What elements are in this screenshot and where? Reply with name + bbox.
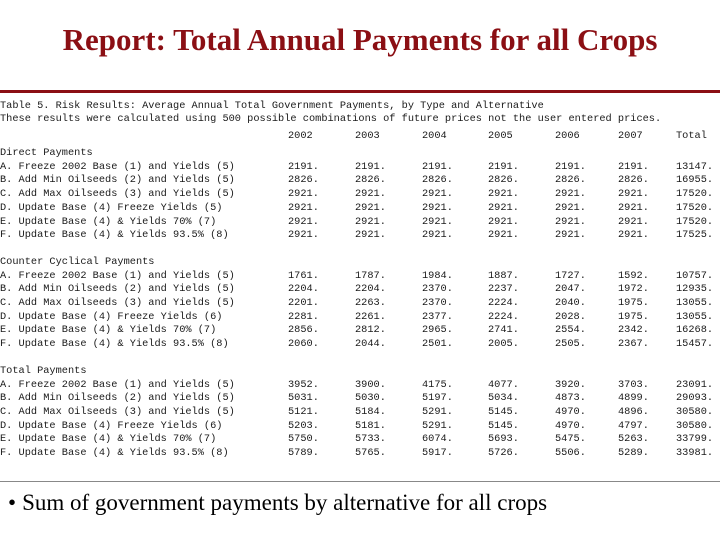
table-cell: 1975. (618, 297, 649, 309)
table-cell: 2377. (422, 310, 453, 323)
table-cell: 4077. (488, 378, 519, 391)
bullet-point (8, 490, 547, 516)
table-cell: 2224. (488, 297, 519, 309)
table-cell: 2921. (288, 201, 319, 214)
table-cell: 2921. (555, 188, 586, 201)
table-cell: 2826. (555, 174, 586, 187)
table-row (0, 283, 720, 296)
table-cell: 2281. (288, 310, 319, 323)
table-row (0, 447, 720, 460)
table-cell: 10757. (676, 269, 714, 282)
row-label: B. Add Min Oilseeds (2) and Yields (5) (0, 174, 235, 187)
table-cell: 2201. (288, 297, 319, 309)
table-cell: 5726. (488, 447, 519, 459)
row-label: B. Add Min Oilseeds (2) and Yields (5) (0, 283, 235, 296)
table-cell: 2060. (288, 338, 319, 351)
table-cell: 5291. (422, 419, 453, 432)
table-row (0, 379, 720, 392)
table-cell: 2263. (355, 297, 386, 309)
table-cell: 2191. (288, 160, 319, 173)
table-cell: 13055. (676, 310, 714, 323)
section-title: Counter Cyclical Payments (0, 255, 155, 268)
table-cell: 2505. (555, 338, 586, 351)
table-cell: 2224. (488, 310, 519, 323)
table-row (0, 392, 720, 405)
row-label: E. Update Base (4) & Yields 70% (7) (0, 433, 217, 446)
table-cell: 5034. (488, 392, 519, 405)
row-label: D. Update Base (4) Freeze Yields (6) (0, 419, 223, 432)
table-cell: 2191. (618, 160, 649, 173)
table-cell: 17520. (676, 215, 714, 228)
table-cell: 4896. (618, 405, 649, 418)
row-label: C. Add Max Oilseeds (3) and Yields (5) (0, 188, 235, 201)
table-cell: 17520. (676, 188, 714, 201)
column-header: 2003 (355, 130, 380, 142)
table-cell: 5197. (422, 392, 453, 405)
table-cell: 3952. (288, 378, 319, 391)
table-cell: 2921. (288, 229, 319, 242)
table-cell: 3703. (618, 378, 649, 391)
table-row (0, 174, 720, 187)
table-cell: 16268. (676, 324, 714, 337)
table-cell: 2921. (488, 229, 519, 242)
column-header: 2005 (488, 130, 513, 142)
section-title: Direct Payments (0, 147, 93, 159)
table-cell: 2921. (288, 215, 319, 228)
table-cell: 2191. (488, 160, 519, 173)
table-cell: 1975. (618, 310, 649, 323)
table-cell: 2237. (488, 283, 519, 296)
table-cell: 5263. (618, 433, 649, 446)
table-cell: 5693. (488, 433, 519, 446)
table-cell: 2191. (355, 160, 386, 173)
row-label: F. Update Base (4) & Yields 93.5% (8) (0, 338, 229, 351)
table-cell: 5917. (422, 447, 453, 459)
column-header: Total (676, 130, 707, 142)
table-cell: 12935. (676, 283, 714, 296)
table-cell: 2367. (618, 338, 649, 351)
table-cell: 2921. (555, 215, 586, 228)
table-cell: 2921. (488, 215, 519, 228)
table-cell: 5031. (288, 392, 319, 405)
table-cell: 2921. (618, 188, 649, 201)
table-row (0, 311, 720, 324)
table-cell: 13055. (676, 297, 714, 309)
table-cell: 2204. (288, 283, 319, 296)
table-cell: 2370. (422, 297, 453, 309)
table-cell: 2204. (355, 283, 386, 296)
table-cell: 2921. (422, 215, 453, 228)
table-cell: 5506. (555, 447, 586, 459)
row-label: C. Add Max Oilseeds (3) and Yields (5) (0, 297, 235, 309)
table-cell: 2921. (422, 201, 453, 214)
row-label: F. Update Base (4) & Yields 93.5% (8) (0, 229, 229, 242)
table-row (0, 229, 720, 242)
column-header: 2004 (422, 130, 447, 142)
table-row (0, 420, 720, 433)
table-row (0, 297, 720, 310)
table-cell: 5750. (288, 433, 319, 446)
table-cell: 2826. (288, 174, 319, 187)
table-cell: 2044. (355, 338, 386, 351)
table-cell: 5475. (555, 433, 586, 446)
table-cell: 2921. (488, 188, 519, 201)
table-cell: 5733. (355, 433, 386, 446)
row-label: A. Freeze 2002 Base (1) and Yields (5) (0, 269, 235, 282)
table-cell: 3920. (555, 378, 586, 391)
table-cell: 5145. (488, 405, 519, 418)
table-cell: 1727. (555, 269, 586, 282)
table-cell: 2921. (618, 229, 649, 242)
table-cell: 2826. (618, 174, 649, 187)
table-cell: 5145. (488, 419, 519, 432)
bottom-divider (0, 481, 720, 482)
table-cell: 17525. (676, 229, 714, 242)
table-cell: 2921. (422, 188, 453, 201)
table-cell: 5765. (355, 447, 386, 459)
table-cell: 2921. (618, 215, 649, 228)
table-cell: 4175. (422, 378, 453, 391)
table-cell: 30580. (676, 405, 714, 418)
table-cell: 2826. (488, 174, 519, 187)
table-caption-line-2: These results were calculated using 500 possible combinations of future prices not the user entered prices. (0, 113, 662, 125)
table-cell: 33799. (676, 433, 714, 446)
table-cell: 5289. (618, 447, 649, 459)
results-table (0, 100, 720, 476)
table-cell: 2342. (618, 324, 649, 337)
table-row (0, 202, 720, 215)
section-title: Total Payments (0, 364, 87, 377)
table-cell: 2921. (355, 201, 386, 214)
column-header: 2002 (288, 130, 313, 142)
table-cell: 2921. (488, 201, 519, 214)
row-label: E. Update Base (4) & Yields 70% (7) (0, 324, 217, 337)
table-cell: 2921. (355, 229, 386, 242)
table-cell: 30580. (676, 419, 714, 432)
table-cell: 1761. (288, 269, 319, 282)
table-cell: 4970. (555, 405, 586, 418)
table-cell: 1787. (355, 269, 386, 282)
row-label: D. Update Base (4) Freeze Yields (6) (0, 310, 223, 323)
table-cell: 2921. (355, 215, 386, 228)
table-cell: 5203. (288, 419, 319, 432)
row-label: E. Update Base (4) & Yields 70% (7) (0, 215, 217, 228)
table-cell: 2921. (355, 188, 386, 201)
title-divider (0, 90, 720, 93)
table-row (0, 406, 720, 419)
table-row (0, 324, 720, 337)
table-cell: 2028. (555, 310, 586, 323)
table-cell: 2965. (422, 324, 453, 337)
column-header: 2007 (618, 130, 643, 142)
table-row (0, 188, 720, 201)
table-row (0, 338, 720, 351)
table-cell: 2826. (422, 174, 453, 187)
table-cell: 1972. (618, 283, 649, 296)
slide-title: Report: Total Annual Payments for all Crops (62, 22, 658, 57)
table-row (0, 433, 720, 446)
table-cell: 2921. (555, 201, 586, 214)
table-cell: 2261. (355, 310, 386, 323)
table-cell: 13147. (676, 160, 714, 173)
table-cell: 4970. (555, 419, 586, 432)
table-cell: 2921. (618, 201, 649, 214)
table-cell: 2047. (555, 283, 586, 296)
table-cell: 2921. (422, 229, 453, 242)
table-cell: 2370. (422, 283, 453, 296)
table-cell: 4873. (555, 392, 586, 405)
table-cell: 5181. (355, 419, 386, 432)
table-cell: 2191. (555, 160, 586, 173)
table-cell: 4899. (618, 392, 649, 405)
table-cell: 33981. (676, 447, 714, 459)
table-cell: 2040. (555, 297, 586, 309)
table-cell: 1984. (422, 269, 453, 282)
table-cell: 5291. (422, 405, 453, 418)
table-cell: 2812. (355, 324, 386, 337)
table-cell: 5184. (355, 405, 386, 418)
table-cell: 2856. (288, 324, 319, 337)
table-cell: 2554. (555, 324, 586, 337)
table-cell: 29093. (676, 392, 714, 405)
table-cell: 15457. (676, 338, 714, 351)
table-cell: 2501. (422, 338, 453, 351)
table-cell: 16955. (676, 174, 714, 187)
row-label: B. Add Min Oilseeds (2) and Yields (5) (0, 392, 235, 405)
table-cell: 1592. (618, 269, 649, 282)
table-cell: 17520. (676, 201, 714, 214)
table-row (0, 270, 720, 283)
row-label: A. Freeze 2002 Base (1) and Yields (5) (0, 160, 235, 173)
table-cell: 2191. (422, 160, 453, 173)
row-label: C. Add Max Oilseeds (3) and Yields (5) (0, 405, 235, 418)
bullet-text: Sum of government payments by alternative for all crops (22, 490, 548, 515)
column-header: 2006 (555, 130, 580, 142)
table-cell: 2005. (488, 338, 519, 351)
table-cell: 2921. (288, 188, 319, 201)
table-cell: 23091. (676, 378, 714, 391)
table-cell: 4797. (618, 419, 649, 432)
row-label: A. Freeze 2002 Base (1) and Yields (5) (0, 378, 235, 391)
table-cell: 3900. (355, 378, 386, 391)
bullet-symbol: • (8, 490, 17, 515)
table-cell: 5121. (288, 405, 319, 418)
row-label: D. Update Base (4) Freeze Yields (5) (0, 201, 223, 214)
table-cell: 5030. (355, 392, 386, 405)
table-cell: 6074. (422, 433, 453, 446)
table-cell: 2826. (355, 174, 386, 187)
table-cell: 2921. (555, 229, 586, 242)
table-cell: 2741. (488, 324, 519, 337)
table-caption-line-1: Table 5. Risk Results: Average Annual Total Government Payments, by Type and Alternative (0, 100, 544, 112)
row-label: F. Update Base (4) & Yields 93.5% (8) (0, 447, 229, 459)
table-row (0, 161, 720, 174)
table-cell: 1887. (488, 269, 519, 282)
table-cell: 5789. (288, 447, 319, 459)
table-row (0, 216, 720, 229)
